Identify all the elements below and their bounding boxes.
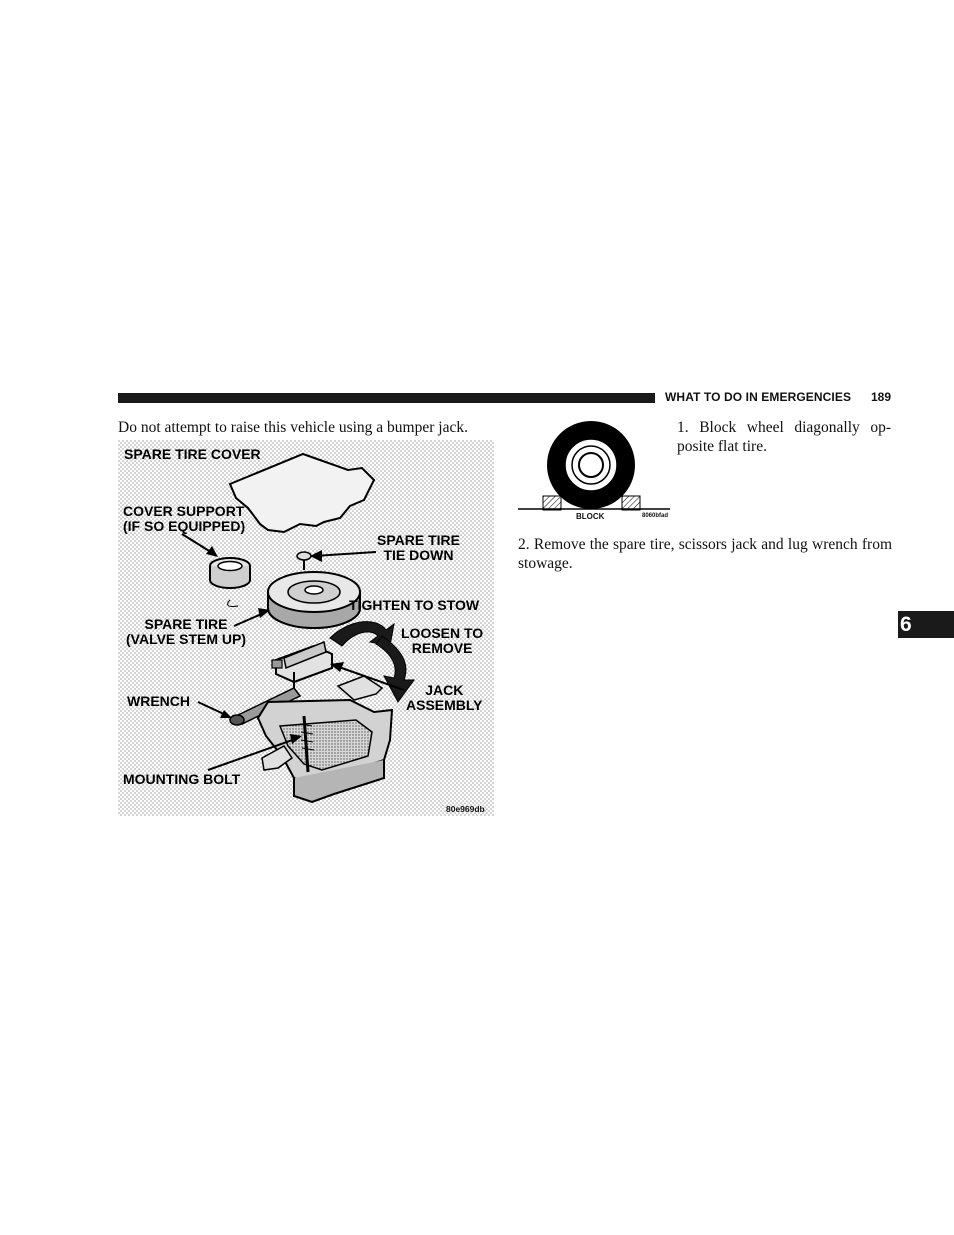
step-1-paragraph: 1. Block wheel diagonally op- posite flat tire. bbox=[677, 419, 891, 455]
label-spare-tire-tie-down-line1: SPARE TIRE bbox=[377, 532, 460, 548]
label-spare-tire-tie-down-line2: TIE DOWN bbox=[383, 547, 454, 563]
wheel-block-illustration bbox=[518, 420, 670, 524]
label-cover-support-line2: (IF SO EQUIPPED) bbox=[123, 518, 246, 534]
label-jack-assembly-line1: JACK bbox=[425, 682, 464, 698]
label-spare-tire-tie-down bbox=[377, 533, 460, 563]
label-loosen-to-remove-line1: LOOSEN TO bbox=[401, 625, 484, 641]
label-tighten-to-stow: TIGHTEN TO STOW bbox=[349, 597, 480, 613]
spare-tire-stowage-figure bbox=[118, 440, 494, 816]
label-spare-tire bbox=[126, 617, 246, 647]
figure-code: 80e969db bbox=[446, 804, 485, 814]
label-wrench: WRENCH bbox=[127, 693, 190, 709]
label-mounting-bolt: MOUNTING BOLT bbox=[123, 771, 241, 787]
tire-figure-code: 8060bfad bbox=[642, 513, 669, 519]
page-number: 189 bbox=[871, 390, 892, 404]
wheel-block-figure bbox=[518, 420, 670, 524]
step-2-paragraph: 2. Remove the spare tire, scissors jack and lug wrench from stowage. bbox=[518, 536, 892, 572]
intro-paragraph: Do not attempt to raise this vehicle using a bumper jack. bbox=[118, 419, 468, 436]
label-block: BLOCK bbox=[576, 512, 605, 521]
label-spare-tire-line2: (VALVE STEM UP) bbox=[126, 631, 247, 647]
label-cover-support bbox=[123, 504, 245, 534]
header-rule bbox=[118, 393, 655, 403]
label-spare-tire-cover: SPARE TIRE COVER bbox=[124, 446, 261, 462]
chapter-tab: 6 bbox=[898, 611, 954, 638]
label-jack-assembly bbox=[406, 683, 483, 713]
label-loosen-to-remove-line2: REMOVE bbox=[411, 640, 473, 656]
label-jack-assembly-line2: ASSEMBLY bbox=[406, 697, 483, 713]
label-spare-tire-line1: SPARE TIRE bbox=[144, 616, 228, 632]
label-cover-support-line1: COVER SUPPORT bbox=[123, 503, 245, 519]
label-loosen-to-remove bbox=[401, 626, 483, 656]
section-title: WHAT TO DO IN EMERGENCIES bbox=[665, 390, 852, 404]
